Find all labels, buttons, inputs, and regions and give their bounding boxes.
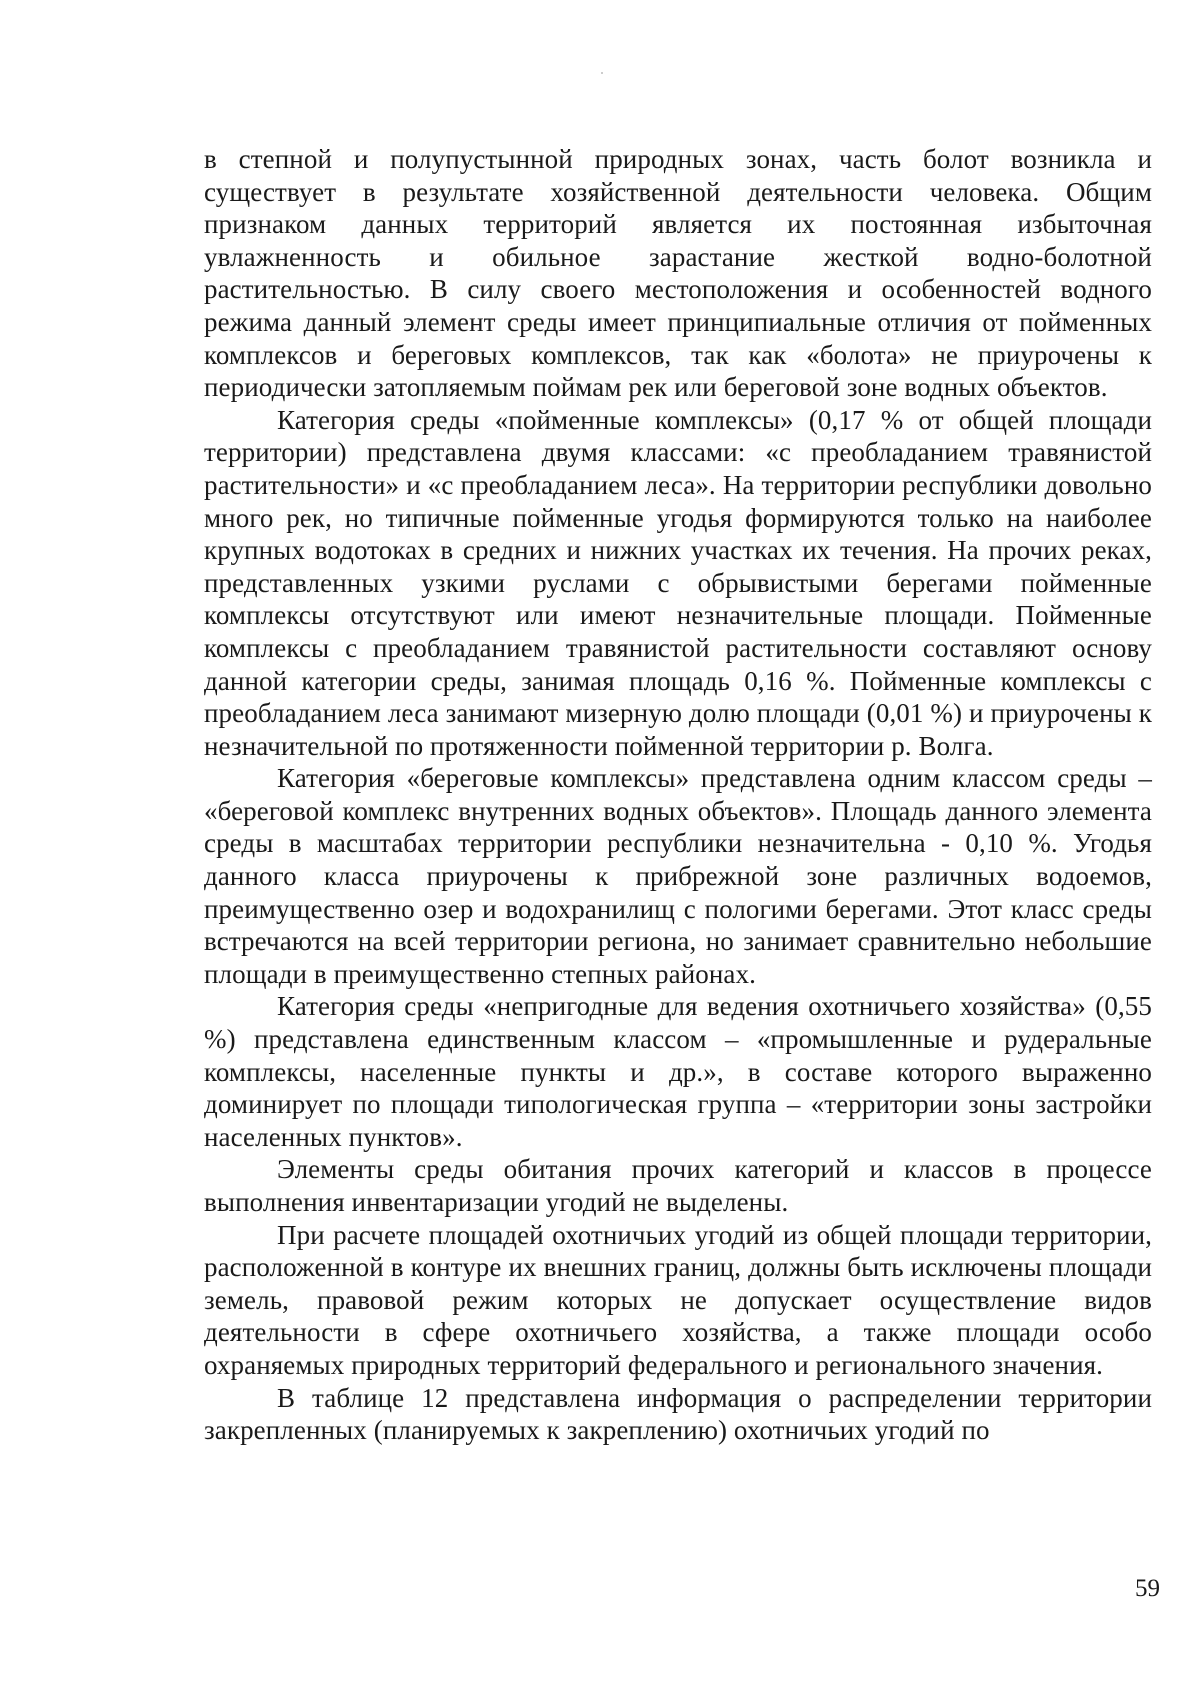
paragraph-5: Элементы среды обитания прочих категорий и классов в процессе выполнения инвентаризации угодий не выделены. bbox=[204, 1154, 1152, 1217]
paragraph-2: Категория среды «пойменные комплексы» (0,17 % от общей площади территории) представлена двумя классами: «с преобладанием травянистой растительности» и «с преобладанием леса». На территории республики довольно много рек, но типичные пойменные угодья формируются только на наиболее крупных водотоках в средних и нижних участках их течения. На прочих реках, представленных узкими руслами с обрывистыми берегами пойменные комплексы отсутствуют или имеют незначительные площади. Пойменные комплексы с преобладанием травянистой растительности составляют основу данной категории среды, занимая площадь 0,16 %. Пойменные комплексы с преобладанием леса занимают мизерную долю площади (0,01 %) и приурочены к незначительной по протяженности пойменной территории р. Волга. bbox=[204, 404, 1152, 761]
paragraph-6: При расчете площадей охотничьих угодий из общей площади территории, расположенной в контуре их внешних границ, должны быть исключены площади земель, правовой режим которых не допускает осуществление видов деятельности в сфере охотничьего хозяйства, а также площади особо охраняемых природных территорий федерального и регионального значения. bbox=[204, 1219, 1152, 1380]
paragraph-3: Категория «береговые комплексы» представлена одним классом среды – «береговой комплекс внутренних водных объектов». Площадь данного элемента среды в масштабах территории республики незначительна - 0,10 %. Угодья данного класса приурочены к прибрежной зоне различных водоемов, преимущественно озер и водохранилищ с пологими берегами. Этот класс среды встречаются на всей территории региона, но занимает сравнительно небольшие площади в преимущественно степных районах. bbox=[204, 763, 1152, 989]
page-number: 59 bbox=[1135, 1575, 1160, 1602]
body-text bbox=[204, 143, 1152, 1447]
scan-speck bbox=[601, 72, 603, 74]
paragraph-1: в степной и полупустынной природных зонах, часть болот возникла и существует в результате хозяйственной деятельности человека. Общим признаком данных территорий является их постоянная избыточная увлажненность и обильное зарастание жесткой водно-болотной растительностью. В силу своего местоположения и особенностей водного режима данный элемент среды имеет принципиальные отличия от пойменных комплексов и береговых комплексов, так как «болота» не приурочены к периодически затопляемым поймам рек или береговой зоне водных объектов. bbox=[204, 144, 1152, 403]
paragraph-4: Категория среды «непригодные для ведения охотничьего хозяйства» (0,55 %) представлена единственным классом – «промышленные и рудеральные комплексы, населенные пункты и др.», в составе которого выраженно доминирует по площади типологическая группа – «территории зоны застройки населенных пунктов». bbox=[204, 991, 1152, 1152]
paragraph-7: В таблице 12 представлена информация о распределении территории закрепленных (планируемых к закреплению) охотничьих угодий по bbox=[204, 1382, 1152, 1446]
